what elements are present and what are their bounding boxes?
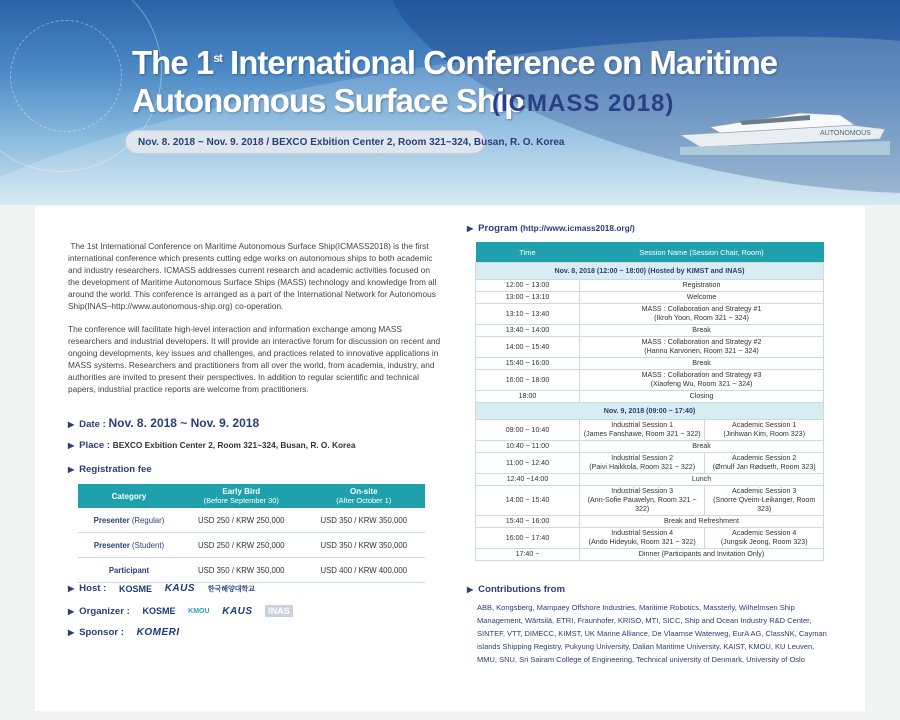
- intro-paragraph: The conference will facilitate high-level interaction and information exchange among MASS researchers and industrial developers. It will provide an interactive forum for discussion on recent and ongoing developments, key issues and challenges, and practices related to innovative applications in MASS systems. Researchers and practitioners from all over the world, from academia, industry, and authorities are invited to present their perspectives. In addition to regular scientific and technical papers, industrial practice reports are welcome from practitioners.: [68, 324, 441, 394]
- date-section: [68, 416, 259, 430]
- table-row: 17:40 ~ Dinner (Participants and Invitation Only): [476, 549, 824, 561]
- kosme-logo: KOSME: [119, 583, 153, 594]
- table-row: 12:40 ~14:00 Lunch: [476, 474, 824, 486]
- organizer-section: ▶ Organizer : KOSME KMOU KAUS INAS: [68, 605, 303, 617]
- triangle-bullet-icon: ▶: [467, 585, 474, 594]
- kaus-logo: KAUS: [222, 605, 253, 617]
- kmou-logo: KMOU: [188, 607, 210, 615]
- day-row: Nov. 8, 2018 (12:00 ~ 18:00) (Hosted by KIMST and INAS): [476, 263, 824, 280]
- table-cell: USD 350 / KRW 350,000: [303, 533, 426, 558]
- table-cell: Presenter (Student): [78, 533, 180, 558]
- table-row: [78, 533, 425, 558]
- table-cell: USD 350 / KRW 350,000: [180, 558, 303, 583]
- table-row: 16:00 ~ 18:00 MASS : Collaboration and Strategy #3 (Xiaofeng Wu, Room 321 ~ 324): [476, 370, 824, 391]
- table-row: 14:00 ~ 15:40 Industrial Session 3 (Ann-Sofie Pauwelyn, Room 321 ~ 322) Academic Session 3 (Snorre Qveim-Leikanger, Room 323): [476, 486, 824, 516]
- table-row: 13:00 ~ 13:10 Welcome: [476, 292, 824, 304]
- table-header-row: [476, 242, 824, 263]
- table-cell: Participant: [78, 558, 180, 583]
- table-row: 10:40 ~ 11:00 Break: [476, 441, 824, 453]
- contributions-text: ABB, Kongsberg, Mampaey Offshore Industries, Maritime Robotics, Massterly, Wilhelmsen Ship Management, Wärtsilä, ETRI, Fraunhofer, KRISO, MTI, SICC, Ship and Ocean Industry R&D Center, SINTEF, VTT, DIMECC, KIMST, UK Marine Alliance, De Vlaamse Waterweg, EurA AG, ClassNK, Cayman islands Shipping Registry, Pukyung University, Dalian Maritime University, KAIST, KMOU, KU Leuven, MMU, SNU, Sri Sairam College of Engineering, Technical university of Denmark, University of Oslo: [477, 603, 827, 664]
- table-row: 18:00 Closing: [476, 391, 824, 403]
- table-row: [78, 558, 425, 583]
- program-heading: ▶ Program (http://www.icmass2018.org/): [467, 223, 635, 234]
- column-header: Time: [476, 242, 580, 263]
- globe-graphic: [10, 20, 122, 132]
- triangle-bullet-icon: ▶: [68, 606, 75, 616]
- table-row: 16:00 ~ 17:40 Industrial Session 4 (Ando Hideyuki, Room 321 ~ 322) Academic Session 4 (Jungsik Jeong, Room 323): [476, 528, 824, 549]
- conference-acronym: (ICMASS 2018): [492, 90, 675, 117]
- triangle-bullet-icon: ▶: [68, 584, 75, 594]
- kaus-logo: KAUS: [164, 583, 196, 594]
- place-section: [68, 440, 356, 451]
- conference-title-line2: Autonomous Surface Ship: [132, 82, 524, 119]
- table-row: 13:40 ~ 14:00 Break: [476, 325, 824, 337]
- table-row: 13:10 ~ 13:40 MASS : Collaboration and Strategy #1 (Ikroh Yoon, Room 321 ~ 324): [476, 304, 824, 325]
- date-label: Date :: [79, 419, 106, 430]
- komeri-logo: KOMERI: [136, 627, 180, 638]
- kmou-logo: 한국해양대학교: [207, 585, 256, 593]
- table-cell: USD 350 / KRW 350,000: [303, 508, 426, 533]
- table-cell: Presenter (Regular): [78, 508, 180, 533]
- column-header: Early Bird (Before September 30): [180, 484, 303, 508]
- program-table: [475, 242, 824, 561]
- triangle-bullet-icon: ▶: [68, 441, 75, 450]
- conference-title-line1: The 1st International Conference on Maritime: [132, 44, 778, 81]
- table-cell: USD 250 / KRW 250,000: [180, 533, 303, 558]
- place-label: Place :: [79, 440, 111, 451]
- table-header-row: [78, 484, 425, 508]
- column-header: On-site (After October 1): [303, 484, 426, 508]
- registration-fee-heading: ▶ Registration fee: [68, 464, 152, 475]
- place-value: BEXCO Exbition Center 2, Room 321~324, Busan, R. O. Korea: [112, 440, 356, 450]
- table-row: 14:00 ~ 15:40 MASS : Collaboration and Strategy #2 (Hannu Karvonen, Room 321 ~ 324): [476, 337, 824, 358]
- table-row: 15:40 ~ 16:00 Break: [476, 358, 824, 370]
- host-section: ▶ Host : KOSME KAUS 한국해양대학교: [68, 583, 256, 595]
- table-cell: USD 250 / KRW 250,000: [180, 508, 303, 533]
- sponsor-section: ▶ Sponsor : KOMERI: [68, 627, 180, 639]
- day-row: Nov. 9, 2018 (09:00 ~ 17:40): [476, 403, 824, 420]
- inas-logo: INAS: [265, 605, 293, 617]
- table-row: 12:00 ~ 13:00 Registration: [476, 280, 824, 292]
- date-venue-bar: Nov. 8. 2018 ~ Nov. 9. 2018 / BEXCO Exbition Center 2, Room 321~324, Busan, R. O. Korea: [125, 130, 485, 154]
- table-row: 15:40 ~ 16:00 Break and Refreshment: [476, 516, 824, 528]
- program-url[interactable]: (http://www.icmass2018.org/): [520, 223, 635, 233]
- intro-paragraph: The 1st International Conference on Maritime Autonomous Surface Ship(ICMASS2018) is the first international conference which presents cutting edge works on autonomous ships to both academic and industry researchers. ICMASS addresses current research and academic activities focused on the development of Maritime Autonomous Surface Ships (MASS) technology and knowledge from all around the world. This conference is arranged as a part of the International Network for Autonomous Ship(INAS–http://www.autonomous-ship.org) co-operation.: [68, 241, 437, 311]
- triangle-bullet-icon: ▶: [68, 420, 75, 429]
- registration-fee-table: [78, 484, 425, 583]
- table-row: 11:00 ~ 12:40 Industrial Session 2 (Paivi Haikkola, Room 321 ~ 322) Academic Session 2 (Ørnulf Jan Rødseth, Room 323): [476, 453, 824, 474]
- column-header: Session Name (Session Chair, Room): [580, 242, 824, 263]
- svg-text:AUTONOMOUS: AUTONOMOUS: [820, 130, 871, 137]
- kosme-logo: KOSME: [142, 606, 176, 616]
- ship-image: [680, 95, 890, 155]
- date-value: Nov. 8. 2018 ~ Nov. 9. 2018: [108, 416, 260, 430]
- table-row: 09:00 ~ 10:40 Industrial Session 1 (James Fanshawe, Room 321 ~ 322) Academic Session 1 (Jinhwan Kim, Room 323): [476, 420, 824, 441]
- triangle-bullet-icon: ▶: [467, 224, 474, 233]
- column-header: Category: [78, 484, 180, 508]
- table-row: [78, 508, 425, 533]
- intro-text: [68, 240, 442, 406]
- triangle-bullet-icon: ▶: [68, 465, 75, 474]
- table-cell: USD 400 / KRW 400,000: [303, 558, 426, 583]
- contributions-heading: ▶ Contributions from: [467, 584, 566, 595]
- triangle-bullet-icon: ▶: [68, 628, 75, 638]
